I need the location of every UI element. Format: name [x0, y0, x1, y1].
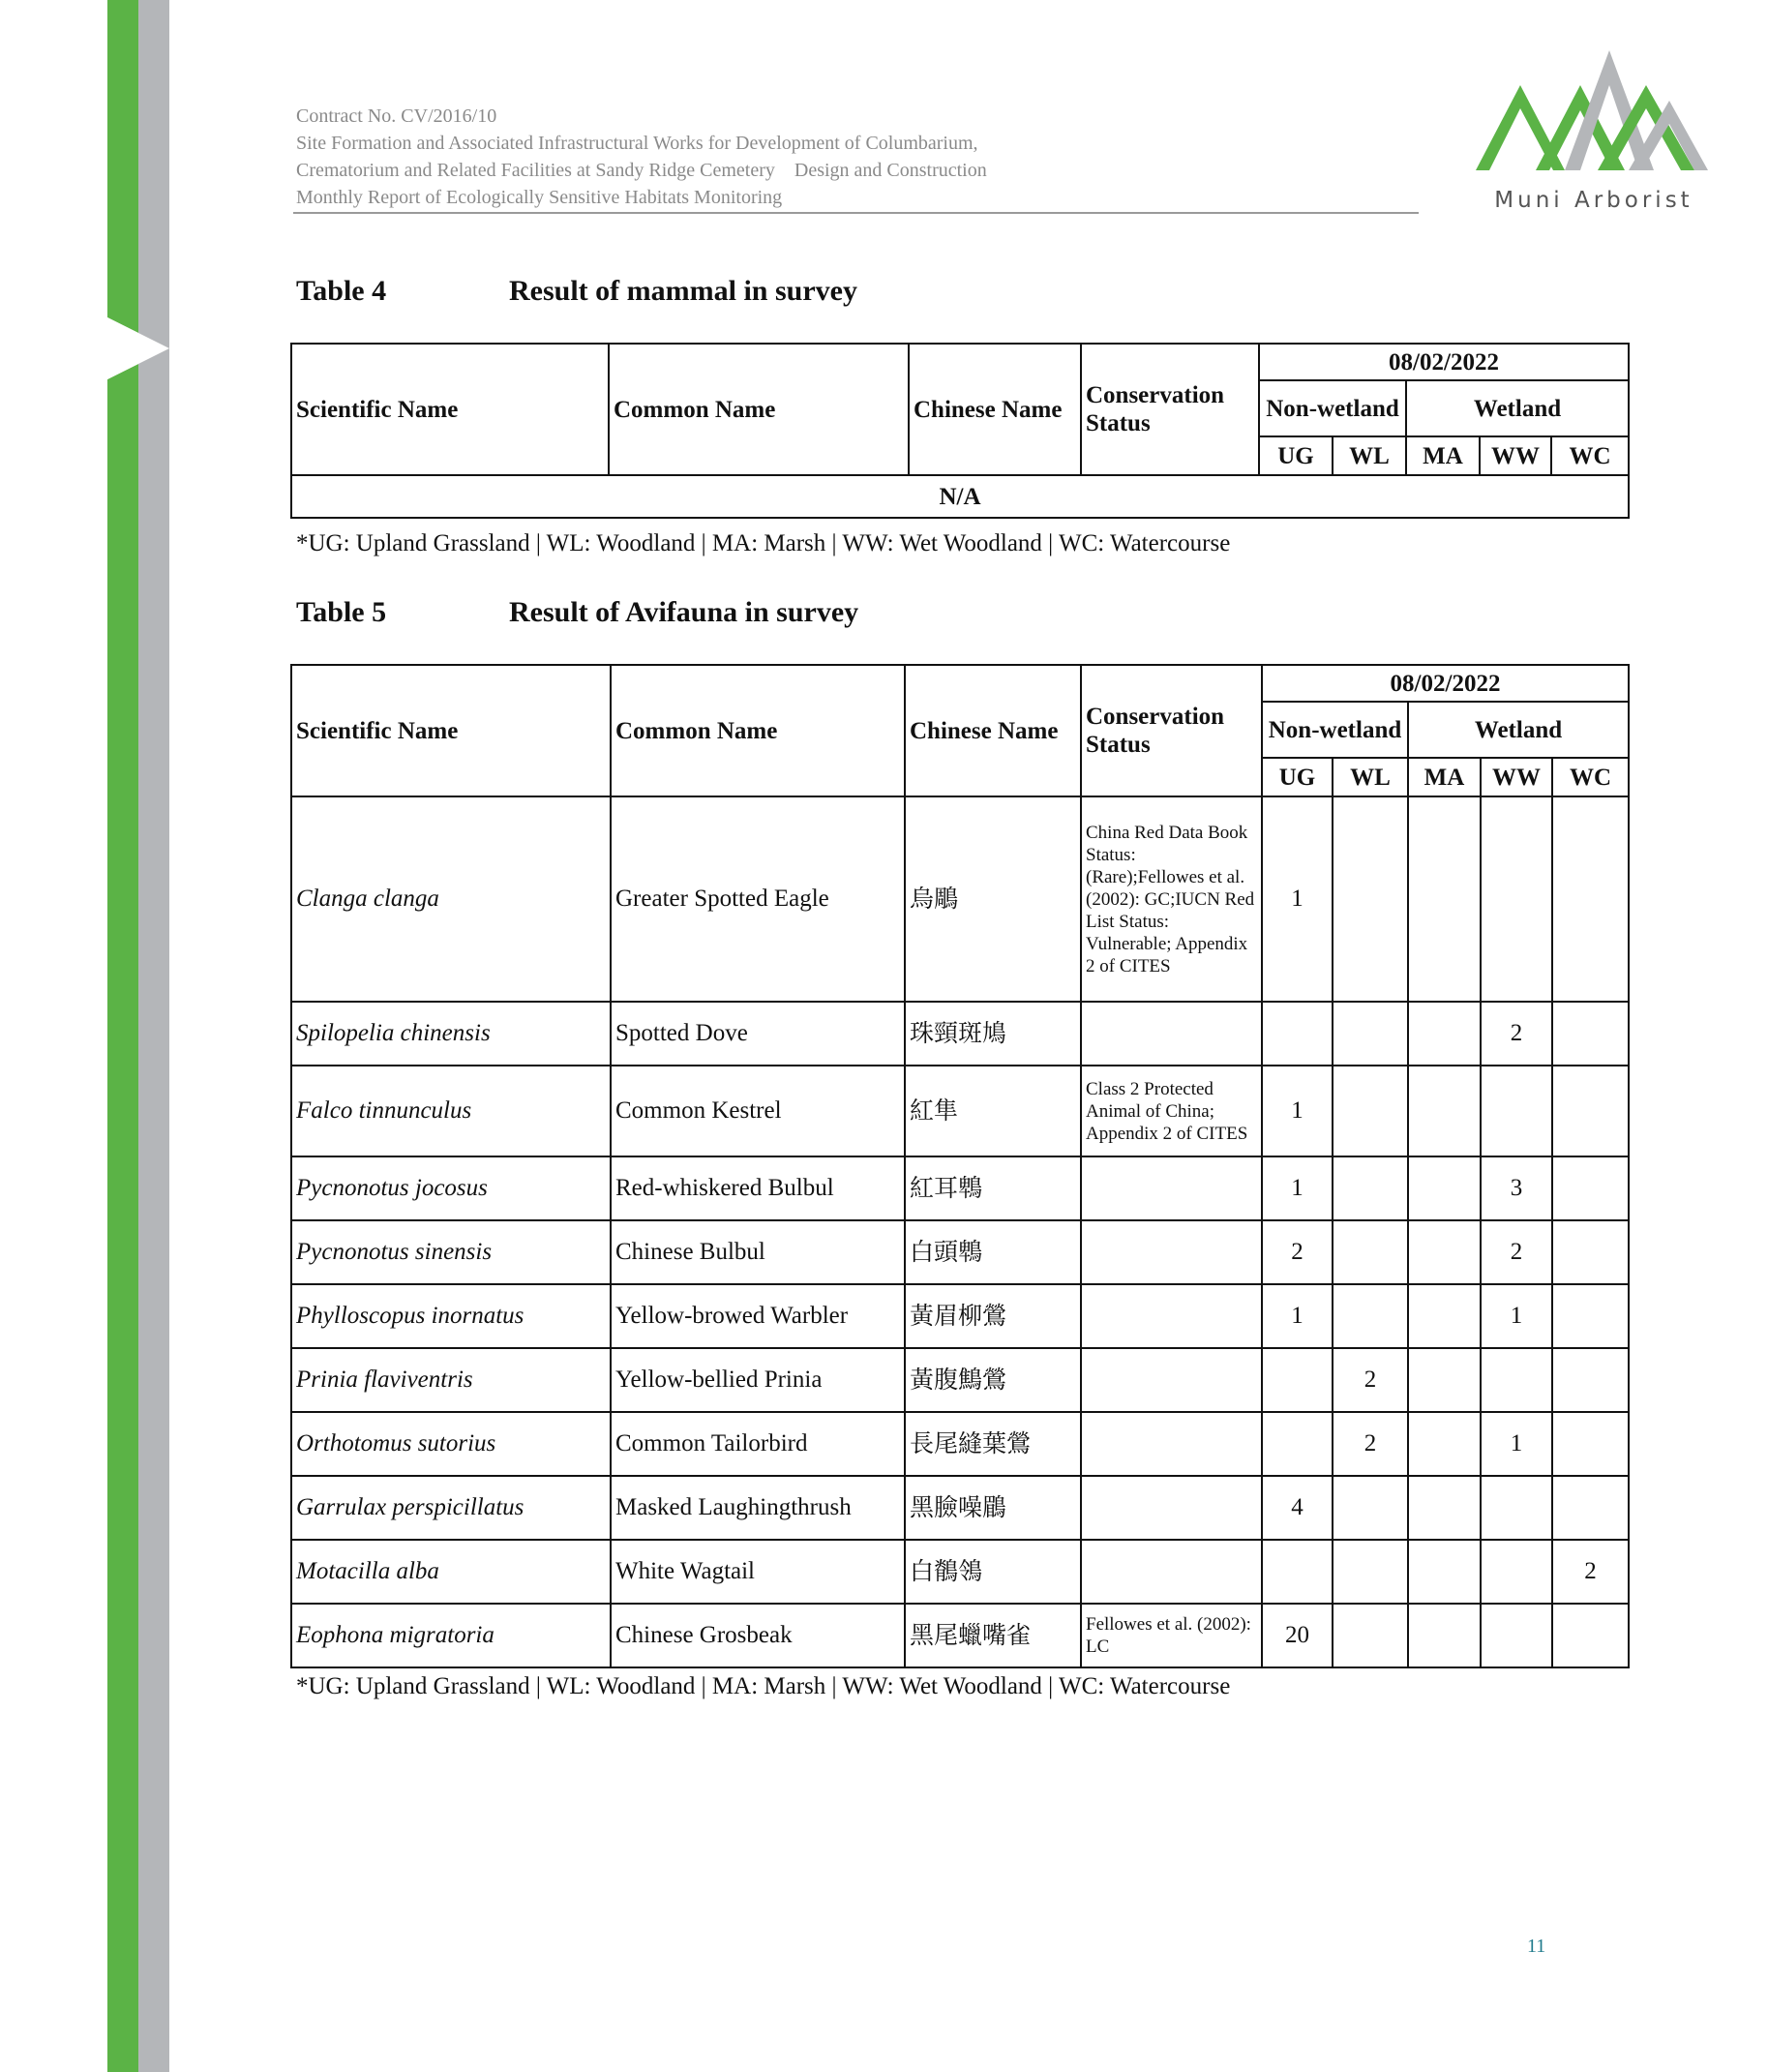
table-row: [291, 1412, 1629, 1476]
t5-header-wl: WL: [1333, 758, 1408, 796]
table5-title: Result of Avifauna in survey: [509, 596, 859, 628]
header-title-1: Site Formation and Associated Infrastructural Works for Development of Columbarium,: [296, 133, 978, 154]
chinese-name: 白頭鵯: [905, 1220, 1081, 1284]
common-name: Red-whiskered Bulbul: [611, 1156, 905, 1220]
count-wc: [1552, 1604, 1629, 1667]
scientific-name: Orthotomus sutorius: [291, 1412, 611, 1476]
table5: [290, 664, 1630, 1668]
count-ug: 1: [1262, 1156, 1333, 1220]
count-wl: [1333, 1066, 1408, 1156]
common-name: Spotted Dove: [611, 1002, 905, 1066]
t5-header-ww: WW: [1481, 758, 1552, 796]
count-wc: [1552, 796, 1629, 1002]
chinese-name: 黃腹鷦鶯: [905, 1348, 1081, 1412]
count-wl: [1333, 1476, 1408, 1540]
count-ma: [1408, 1412, 1481, 1476]
count-ma: [1408, 1220, 1481, 1284]
t5-header-ma: MA: [1408, 758, 1481, 796]
count-wc: [1552, 1284, 1629, 1348]
table-row: [291, 1002, 1629, 1066]
t4-header-date: 08/02/2022: [1259, 344, 1629, 380]
table4-caption: [296, 275, 857, 308]
count-ma: [1408, 1284, 1481, 1348]
t5-header-chinese: Chinese Name: [905, 665, 1081, 796]
count-ma: [1408, 1066, 1481, 1156]
count-ww: [1481, 1476, 1552, 1540]
t5-header-conservation: Conservation Status: [1081, 665, 1262, 796]
scientific-name: Eophona migratoria: [291, 1604, 611, 1667]
scientific-name: Pycnonotus jocosus: [291, 1156, 611, 1220]
common-name: Masked Laughingthrush: [611, 1476, 905, 1540]
count-ww: [1481, 1540, 1552, 1604]
header-contract: Contract No. CV/2016/10: [296, 105, 497, 127]
table4-note: *UG: Upland Grassland | WL: Woodland | MA: Marsh | WW: Wet Woodland | WC: Watercourse: [296, 530, 1231, 556]
conservation-status: [1081, 1156, 1262, 1220]
count-wl: [1333, 1284, 1408, 1348]
scientific-name: Phylloscopus inornatus: [291, 1284, 611, 1348]
common-name: Yellow-browed Warbler: [611, 1284, 905, 1348]
count-ma: [1408, 796, 1481, 1002]
count-ug: [1262, 1412, 1333, 1476]
count-wc: 2: [1552, 1540, 1629, 1604]
scientific-name: Prinia flaviventris: [291, 1348, 611, 1412]
count-ug: [1262, 1540, 1333, 1604]
conservation-status: [1081, 1412, 1262, 1476]
scientific-name: Falco tinnunculus: [291, 1066, 611, 1156]
t5-header-wc: WC: [1552, 758, 1629, 796]
common-name: Greater Spotted Eagle: [611, 796, 905, 1002]
common-name: Chinese Grosbeak: [611, 1604, 905, 1667]
count-wl: [1333, 1156, 1408, 1220]
common-name: Common Kestrel: [611, 1066, 905, 1156]
count-ug: 2: [1262, 1220, 1333, 1284]
table-row: [291, 1284, 1629, 1348]
count-wl: 2: [1333, 1412, 1408, 1476]
count-ma: [1408, 1604, 1481, 1667]
count-wl: [1333, 1002, 1408, 1066]
count-ma: [1408, 1540, 1481, 1604]
table-row: [291, 1066, 1629, 1156]
count-ug: [1262, 1002, 1333, 1066]
count-ug: 1: [1262, 1066, 1333, 1156]
header-report: Monthly Report of Ecologically Sensitive Habitats Monitoring: [296, 187, 783, 208]
table5-note: *UG: Upland Grassland | WL: Woodland | MA: Marsh | WW: Wet Woodland | WC: Watercourse: [296, 1673, 1231, 1699]
t4-header-scientific: Scientific Name: [291, 344, 609, 475]
table4-number: Table 4: [296, 275, 387, 307]
conservation-status: [1081, 1284, 1262, 1348]
t5-header-ug: UG: [1262, 758, 1333, 796]
count-ww: 3: [1481, 1156, 1552, 1220]
count-ma: [1408, 1348, 1481, 1412]
count-ug: 1: [1262, 796, 1333, 1002]
count-ug: [1262, 1348, 1333, 1412]
scientific-name: Clanga clanga: [291, 796, 611, 1002]
count-ug: 1: [1262, 1284, 1333, 1348]
common-name: White Wagtail: [611, 1540, 905, 1604]
logo-text: Muni Arborist: [1494, 188, 1693, 213]
count-ma: [1408, 1156, 1481, 1220]
count-wc: [1552, 1476, 1629, 1540]
header-rule: [293, 212, 1419, 214]
side-band-green: [107, 0, 138, 2072]
table-row: [291, 1156, 1629, 1220]
chinese-name: 黑臉噪鶥: [905, 1476, 1081, 1540]
conservation-status: [1081, 1002, 1262, 1066]
common-name: Chinese Bulbul: [611, 1220, 905, 1284]
table-row: [291, 1220, 1629, 1284]
t4-header-ma: MA: [1406, 436, 1480, 475]
table-row: [291, 796, 1629, 1002]
page-number: 11: [1527, 1936, 1546, 1957]
count-ww: [1481, 1604, 1552, 1667]
scientific-name: Garrulax perspicillatus: [291, 1476, 611, 1540]
document-header: [296, 103, 1419, 211]
count-wc: [1552, 1002, 1629, 1066]
t4-header-ww: WW: [1480, 436, 1551, 475]
count-ww: 1: [1481, 1284, 1552, 1348]
count-wl: [1333, 1540, 1408, 1604]
scientific-name: Motacilla alba: [291, 1540, 611, 1604]
t4-header-conservation: Conservation Status: [1081, 344, 1259, 475]
conservation-status: [1081, 1540, 1262, 1604]
table-row: [291, 1540, 1629, 1604]
t5-header-date: 08/02/2022: [1262, 665, 1629, 702]
header-title-2: Crematorium and Related Facilities at Sandy Ridge Cemetery Design and Construction: [296, 160, 987, 181]
chinese-name: 紅耳鵯: [905, 1156, 1081, 1220]
count-ww: 1: [1481, 1412, 1552, 1476]
count-wl: 2: [1333, 1348, 1408, 1412]
table-row: [291, 1604, 1629, 1667]
count-ma: [1408, 1002, 1481, 1066]
count-wc: [1552, 1412, 1629, 1476]
conservation-status: Class 2 Protected Animal of China; Appendix 2 of CITES: [1081, 1066, 1262, 1156]
t4-header-wc: WC: [1551, 436, 1629, 475]
chinese-name: 黃眉柳鶯: [905, 1284, 1081, 1348]
table5-body: [291, 796, 1629, 1667]
t4-header-wl: WL: [1333, 436, 1406, 475]
count-wc: [1552, 1348, 1629, 1412]
count-wc: [1552, 1066, 1629, 1156]
count-ug: 20: [1262, 1604, 1333, 1667]
t5-header-nonwetland: Non-wetland: [1262, 702, 1408, 758]
t5-header-scientific: Scientific Name: [291, 665, 611, 796]
t4-header-wetland: Wetland: [1406, 380, 1629, 436]
t4-empty-row: N/A: [291, 475, 1629, 518]
t4-header-ug: UG: [1259, 436, 1333, 475]
side-band-gray: [138, 0, 169, 2072]
count-wl: [1333, 1604, 1408, 1667]
chinese-name: 紅隼: [905, 1066, 1081, 1156]
count-ug: 4: [1262, 1476, 1333, 1540]
table5-caption: [296, 596, 858, 629]
count-ww: [1481, 1066, 1552, 1156]
chinese-name: 白鶺鴒: [905, 1540, 1081, 1604]
count-wl: [1333, 796, 1408, 1002]
conservation-status: [1081, 1476, 1262, 1540]
chinese-name: 黑尾蠟嘴雀: [905, 1604, 1081, 1667]
chinese-name: 烏鵰: [905, 796, 1081, 1002]
count-ww: 2: [1481, 1220, 1552, 1284]
table-row: [291, 1348, 1629, 1412]
count-ww: [1481, 1348, 1552, 1412]
t4-header-chinese: Chinese Name: [909, 344, 1081, 475]
count-wl: [1333, 1220, 1408, 1284]
count-ma: [1408, 1476, 1481, 1540]
conservation-status: [1081, 1348, 1262, 1412]
t4-header-nonwetland: Non-wetland: [1259, 380, 1406, 436]
t5-header-wetland: Wetland: [1408, 702, 1629, 758]
table4-title: Result of mammal in survey: [509, 275, 857, 307]
scientific-name: Spilopelia chinensis: [291, 1002, 611, 1066]
scientific-name: Pycnonotus sinensis: [291, 1220, 611, 1284]
table-row: [291, 1476, 1629, 1540]
common-name: Common Tailorbird: [611, 1412, 905, 1476]
chinese-name: 長尾縫葉鶯: [905, 1412, 1081, 1476]
t4-header-common: Common Name: [609, 344, 909, 475]
conservation-status: Fellowes et al. (2002): LC: [1081, 1604, 1262, 1667]
t5-header-common: Common Name: [611, 665, 905, 796]
chinese-name: 珠頸斑鳩: [905, 1002, 1081, 1066]
common-name: Yellow-bellied Prinia: [611, 1348, 905, 1412]
table5-number: Table 5: [296, 596, 387, 628]
count-wc: [1552, 1156, 1629, 1220]
count-ww: [1481, 796, 1552, 1002]
conservation-status: [1081, 1220, 1262, 1284]
conservation-status: China Red Data Book Status: (Rare);Fellowes et al. (2002): GC;IUCN Red List Status: Vulnerable; Appendix 2 of CITES: [1081, 796, 1262, 1002]
count-wc: [1552, 1220, 1629, 1284]
side-band-notch: [107, 317, 169, 379]
table4: [290, 343, 1630, 519]
count-ww: 2: [1481, 1002, 1552, 1066]
